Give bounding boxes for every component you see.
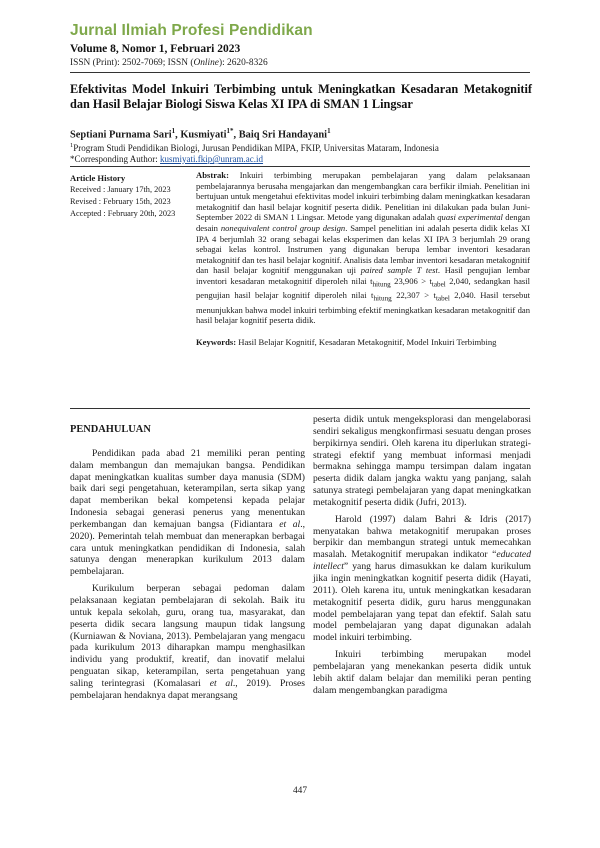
- author-name: Septiani Purnama Sari: [70, 129, 172, 141]
- text-run-italic: et al: [279, 518, 301, 530]
- text-run: ” yang harus dimasukkan ke dalam kurikulum jika ingin meningkatkan kognitif peserta didik (Hayati, 2011). Oleh karena itu, untuk meningkatkan kesadaran metakognitif peserta didik, guru harus menggunakan model pembelajaran yang tepat dan efektif. Salah satu model pembelajaran yang dapat digunakan adalah model inkuiri terbimbing.: [313, 561, 531, 644]
- subscript: tabel: [435, 294, 450, 303]
- journal-name: Jurnal Ilmiah Profesi Pendidikan: [70, 22, 313, 39]
- journal-volume: Volume 8, Nomor 1, Februari 2023: [70, 43, 241, 55]
- text-run: Kurikulum berperan sebagai pedoman dalam pelaksanaan kegiatan pembelajaran di sekolah. Baik itu untuk kepala sekolah, guru, orang tua, masyarakat, dan peserta didik secara langsung maupun tidak langsung (Kurniawan & Noviana, 2013). Pembelajaran yang mengacu pada kurikulum 2013 diharapkan mampu menghasilkan individu yang produktif, kreatif, dan inovatif melalui penguatan sikap, keterampilan, serta pengetahuan yang saling terintegrasi (Komalasari: [70, 583, 305, 689]
- body-column-right: [313, 414, 531, 696]
- abstract-label: Abstrak:: [196, 170, 240, 180]
- paragraph: peserta didik untuk mengeksplorasi dan mengelaborasi sendiri sekaligus mengkonfirmasi sesuatu dengan proses berpikirnya sendiri. Oleh karena itu diperlukan strategi-strategi efektif yang membuat informasi menjadi bermakna sehingga mampu tersimpan dalam ingatan peserta didik dalam jangka waktu yang panjang, salah satunya strategi pembelajaran yang dapat meningkatkan metakognitif peserta didik (Jufri, 2013).: [313, 414, 531, 508]
- abstract-divider: [70, 408, 530, 409]
- meta-divider: [70, 166, 530, 167]
- text-run: Pendidikan pada abad 21 memiliki peran penting dalam membangun dan memajukan bangsa. Pendidikan dapat meningkatkan kualitas sumber daya manusia (SDM) baik dari segi pengetahuan, keterampilan, serta sikap yang dapat memberikan bekal kompetensi kepada pelajar Indonesia sebagai generasi penerus yang menentukan perkembangan dan kemajuan bangsa (Fidiantara: [70, 447, 305, 530]
- affiliation: [70, 140, 540, 154]
- author-mark: 1: [327, 127, 331, 135]
- abstract-segment: 23,906 > t: [390, 275, 432, 286]
- affiliation-block: [70, 140, 540, 165]
- affiliation-mark: 1: [70, 142, 74, 149]
- corresponding-email-link[interactable]: kusmiyati.fkip@unram.ac.id: [160, 154, 264, 164]
- paragraph: Inkuiri terbimbing merupakan model pembelajaran yang menekankan peserta didik untuk lebih aktif dalam belajar dan memiliki peran penting dalam mengembangkan paradigma: [313, 649, 531, 696]
- paragraph: [313, 514, 531, 644]
- history-received: Received : January 17th, 2023: [70, 185, 171, 194]
- paragraph: [70, 583, 305, 701]
- author-list: Septiani Purnama Sari$^1$, Kusmiyati$^{1*}$, Baiq Sri Handayani$^1$: [70, 127, 331, 141]
- corresponding-label: *Corresponding Author:: [70, 154, 160, 164]
- header-divider: [70, 72, 530, 73]
- abstract-segment: 2,040, sedangkan hasil pengujian hasil belajar kognitif diperoleh nilai t: [196, 275, 531, 301]
- text-run: ., 2020). Pemerintah telah membuat dan menerapkan berbagai cara untuk meningkatkan pendidikan di Indonesia, salah satunya dengan menerapkan kurikulum 2013 dalam pembelajaran.: [70, 518, 305, 578]
- journal-issn: [70, 58, 268, 68]
- text-run-italic: et al: [209, 677, 233, 689]
- text-run: Harold (1997) dalam Bahri & Idris (2017) menyatakan bahwa metakognitif merupakan proses berpikir dan membangun strategi untuk memecahkan masalah. Metakognitif merupakan indikator “: [313, 513, 531, 561]
- abstract-segment: 22,307 > t: [391, 290, 436, 301]
- abstract-segment: Inkuiri terbimbing merupakan pembelajaran yang dalam pelaksanaan pembelajarannya berusaha mengajarkan dan mengembangkan cara berfikir ilmiah. Penelitian ini bertujuan untuk mengetahui efektivitas model inkuiri terbimbing dalam meningkatkan kesadaran metakognitif dan hasil belajar kognitif peserta didik. Penelitian ini dilakukan pada bulan Juni-September 2022 di SMAN 1 Lingsar. Metode yang digunakan adalah: [196, 170, 530, 223]
- issn-online-word: Online: [193, 58, 219, 68]
- paragraph: [70, 448, 305, 578]
- text-run-italic: educated intellect: [313, 549, 531, 573]
- corresponding-author: [70, 154, 540, 165]
- abstract-italic: quasi experimental: [437, 212, 503, 223]
- article-title: Efektivitas Model Inkuiri Terbimbing untuk Meningkatkan Kesadaran Metakognitif dan Hasil Belajar Biologi Siswa Kelas XI IPA di SMAN 1 Lingsar: [70, 82, 532, 111]
- issn-print: ISSN (Print): 2502-7069; ISSN (: [70, 58, 194, 68]
- section-heading: PENDAHULUAN: [70, 424, 151, 435]
- keywords: [196, 337, 530, 348]
- history-revised: Revised : February 15th, 2023: [70, 197, 171, 206]
- abstract-italic: nonequivalent control group design: [220, 222, 346, 233]
- author-mark: 1*: [226, 127, 234, 135]
- abstract-segment: . Hasil pengujian lembar inventori kesadaran metakognitif diperoleh nilai t: [196, 265, 531, 286]
- abstract-italic: paired sample T test: [360, 265, 438, 276]
- issn-online: ): 2620-8326: [218, 58, 268, 68]
- author-name: Baiq Sri Handayani: [238, 129, 328, 141]
- author-name: Kusmiyati: [180, 129, 227, 141]
- subscript: tabel: [431, 280, 446, 289]
- keywords-text: Hasil Belajar Kognitif, Kesadaran Metakognitif, Model Inkuiri Terbimbing: [238, 336, 497, 347]
- affiliation-text: Program Studi Pendidikan Biologi, Jurusan Pendidikan MIPA, FKIP, Universitas Mataram, Indonesia: [73, 143, 439, 153]
- article-history: [70, 172, 200, 220]
- abstract-segment: dengan desain: [196, 212, 531, 233]
- text-run: ., 2019). Proses pembelajaran hendaknya dapat merangsang: [70, 677, 305, 701]
- abstract-segment: . Sampel penelitian ini adalah peserta didik kelas XI IPA 4 berjumlah 32 orang sebagai kelas eksperimen dan kelas XI IPA 3 berjumlah 29 orang sebagai kelas kontrol. Instrumen yang digunakan berupa lembar inventori kesadaran metakognitif dan tes hasil belajar kognitif. Analisis data lembar inventori kesadaran metakognitif dan hasil belajar kognitif menggunakan uji: [196, 222, 531, 276]
- history-title: Article History: [70, 173, 126, 183]
- subscript: hitung: [373, 294, 392, 303]
- author-mark: 1: [171, 127, 176, 135]
- history-accepted: Accepted : February 20th, 2023: [70, 209, 176, 218]
- keywords-label: Keywords:: [196, 336, 239, 347]
- body-column-left: [70, 424, 305, 702]
- subscript: hitung: [372, 280, 391, 289]
- abstract-segment: 2,040. Hasil tersebut menunjukkan bahwa model inkuiri terbimbing efektif meningkatkan kesadaran metakognitif dan hasil belajar kognitif peserta didik.: [196, 290, 531, 326]
- page-number: 447: [292, 786, 308, 796]
- abstract: [196, 170, 530, 347]
- abstract-text: [196, 170, 530, 326]
